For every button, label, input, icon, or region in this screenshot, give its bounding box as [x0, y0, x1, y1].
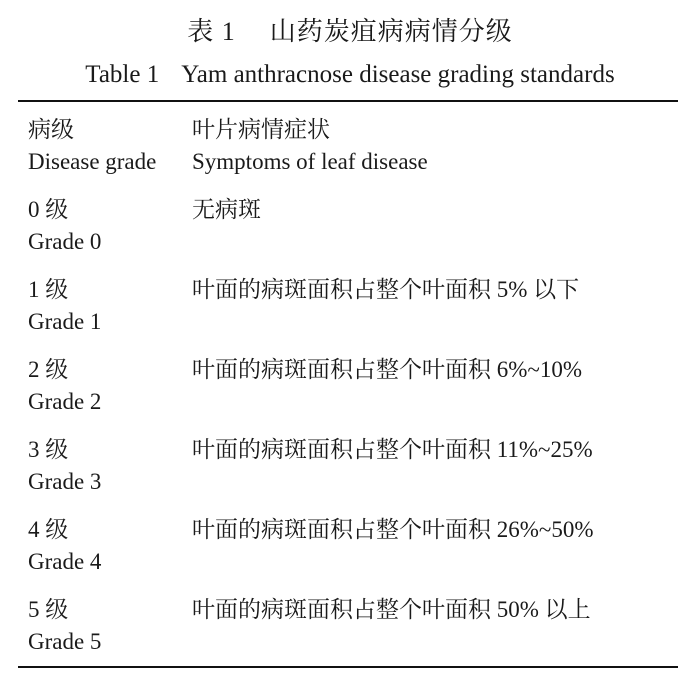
table-row-grade-cell	[28, 274, 101, 338]
table-row-symptom-cell	[192, 274, 579, 306]
table-row-grade-cell	[28, 354, 101, 418]
table-row-symptom-cell	[192, 434, 593, 466]
header-col1-en: Disease grade	[28, 149, 157, 174]
symptom-text: 叶面的病斑面积占整个叶面积 50% 以上	[192, 597, 591, 622]
header-col1-cn: 病级	[28, 117, 74, 142]
symptom-text: 叶面的病斑面积占整个叶面积 26%~50%	[192, 517, 594, 542]
header-symptoms	[192, 114, 428, 178]
grade-cn: 2 级	[28, 357, 69, 382]
header-col2-cn: 叶片病情症状	[192, 117, 330, 142]
table-caption-cn: 山药炭疽病病情分级	[269, 17, 513, 46]
grade-en: Grade 4	[28, 549, 102, 574]
symptom-text: 叶面的病斑面积占整个叶面积 6%~10%	[192, 357, 583, 382]
top-rule	[18, 100, 678, 102]
table-caption-en: Yam anthracnose disease grading standards	[181, 61, 615, 88]
table-row-grade-cell	[28, 194, 101, 258]
table-row-symptom-cell	[192, 514, 594, 546]
grade-cn: 0 级	[28, 197, 69, 222]
grade-en: Grade 3	[28, 469, 102, 494]
symptom-text: 无病斑	[192, 197, 261, 222]
table-number-cn: 表 1	[187, 17, 236, 46]
table-row-grade-cell	[28, 514, 101, 578]
table-row-grade-cell	[28, 434, 101, 498]
table-title-cn	[0, 16, 700, 48]
table-row-symptom-cell	[192, 194, 261, 226]
bottom-rule	[18, 666, 678, 668]
symptom-text: 叶面的病斑面积占整个叶面积 5% 以下	[192, 277, 580, 302]
table-title-en	[0, 59, 700, 91]
grade-en: Grade 2	[28, 389, 102, 414]
grade-cn: 4 级	[28, 517, 69, 542]
table-row-symptom-cell	[192, 594, 591, 626]
grade-cn: 1 级	[28, 277, 69, 302]
grade-cn: 3 级	[28, 437, 69, 462]
table-number-en: Table 1	[85, 61, 160, 88]
grade-en: Grade 5	[28, 629, 102, 654]
header-disease-grade	[28, 114, 156, 178]
table-row-symptom-cell	[192, 354, 582, 386]
header-col2-en: Symptoms of leaf disease	[192, 149, 428, 174]
grade-cn: 5 级	[28, 597, 69, 622]
grade-en: Grade 1	[28, 309, 102, 334]
table-row-grade-cell	[28, 594, 101, 658]
symptom-text: 叶面的病斑面积占整个叶面积 11%~25%	[192, 437, 593, 462]
grade-en: Grade 0	[28, 229, 102, 254]
